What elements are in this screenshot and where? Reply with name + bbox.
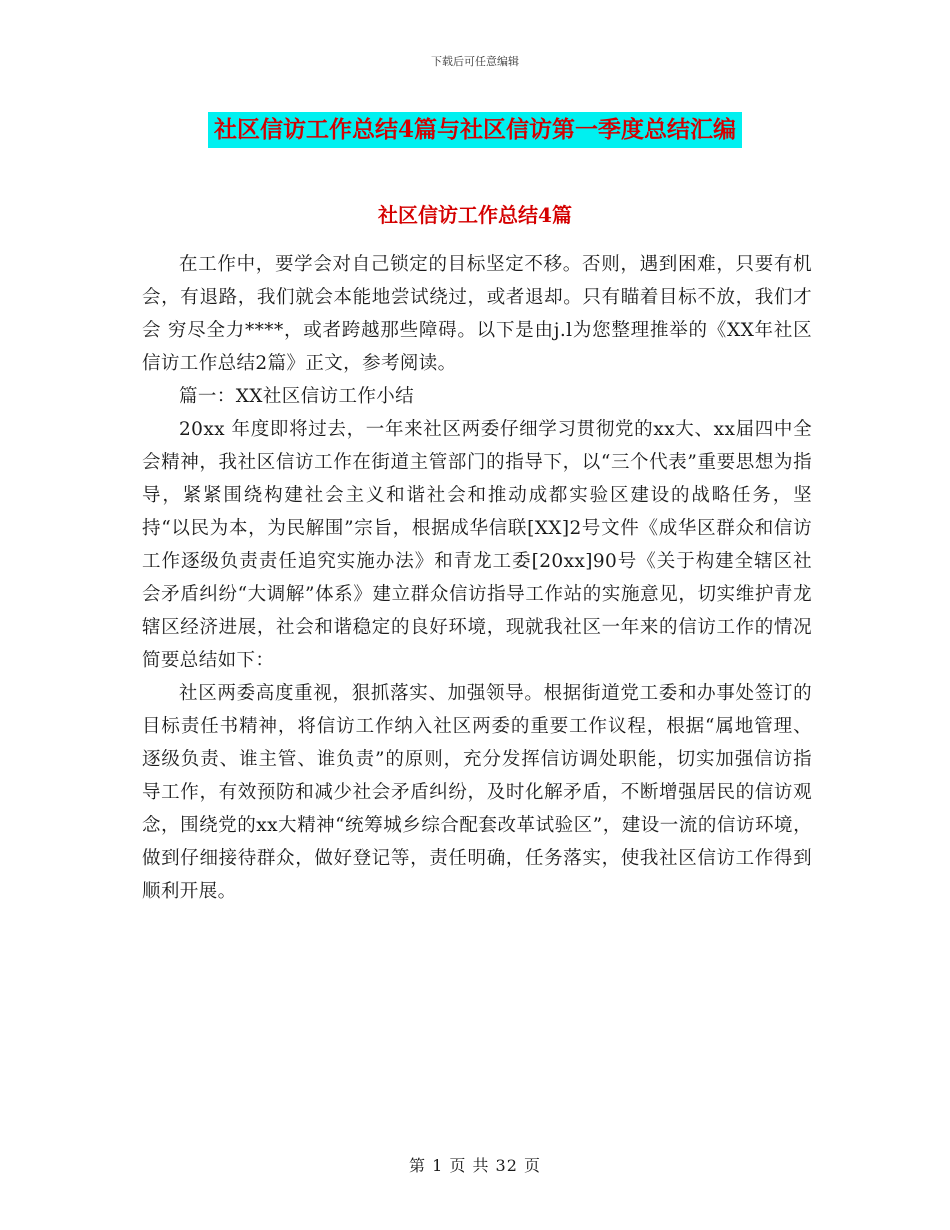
main-title-wrap [0, 112, 950, 148]
page-footer: 第 1 页 共 32 页 [409, 1156, 541, 1175]
header-note: 下载后可任意编辑 [431, 55, 519, 68]
document-body [142, 248, 812, 908]
paragraph-leadership: 社区两委高度重视，狠抓落实、加强领导。根据街道党工委和办事处签订的目标责任书精神，将信访工作纳入社区两委的重要工作议程，根据“属地管理、逐级负责、谁主管、谁负责”的原则，充分发挥信访调处职能，切实加强信访指导工作，有效预防和减少社会矛盾纠纷，及时化解矛盾，不断增强居民的信访观念，围绕党的xx大精神“统筹城乡综合配套改革试验区”，建设一流的信访环境，做到仔细接待群众，做好登记等，责任明确，任务落实，使我社区信访工作得到顺利开展。 [142, 683, 812, 902]
section-title: 社区信访工作总结4篇 [378, 203, 572, 227]
paragraph-heading: 篇一：XX社区信访工作小结 [179, 386, 415, 407]
paragraph-intro: 在工作中，要学会对自己锁定的目标坚定不移。否则，遇到困难，只要有机会，有退路，我们就会本能地尝试绕过，或者退却。只有瞄着目标不放，我们才会 穷尽全力****，或者跨越那些障碍。以下是由j.l为您整理推举的《XX年社区信访工作总结2篇》正文，参考阅读。 [142, 254, 812, 374]
paragraph-summary: 20xx 年度即将过去，一年来社区两委仔细学习贯彻党的xx大、xx届四中全会精神，我社区信访工作在街道主管部门的指导下，以“三个代表”重要思想为指导，紧紧围绕构建社会主义和谐社会和推动成都实验区建设的战略任务，坚持“以民为本，为民解围”宗旨，根据成华信联[XX]2号文件《成华区群众和信访工作逐级负责责任追究实施办法》和青龙工委[20xx]90号《关于构建全辖区社会矛盾纠纷“大调解”体系》建立群众信访指导工作站的实施意见，切实维护青龙辖区经济进展，社会和谐稳定的良好环境，现就我社区一年来的信访工作的情况简要总结如下： [142, 419, 812, 671]
main-title: 社区信访工作总结4篇与社区信访第一季度总结汇编 [208, 112, 742, 148]
